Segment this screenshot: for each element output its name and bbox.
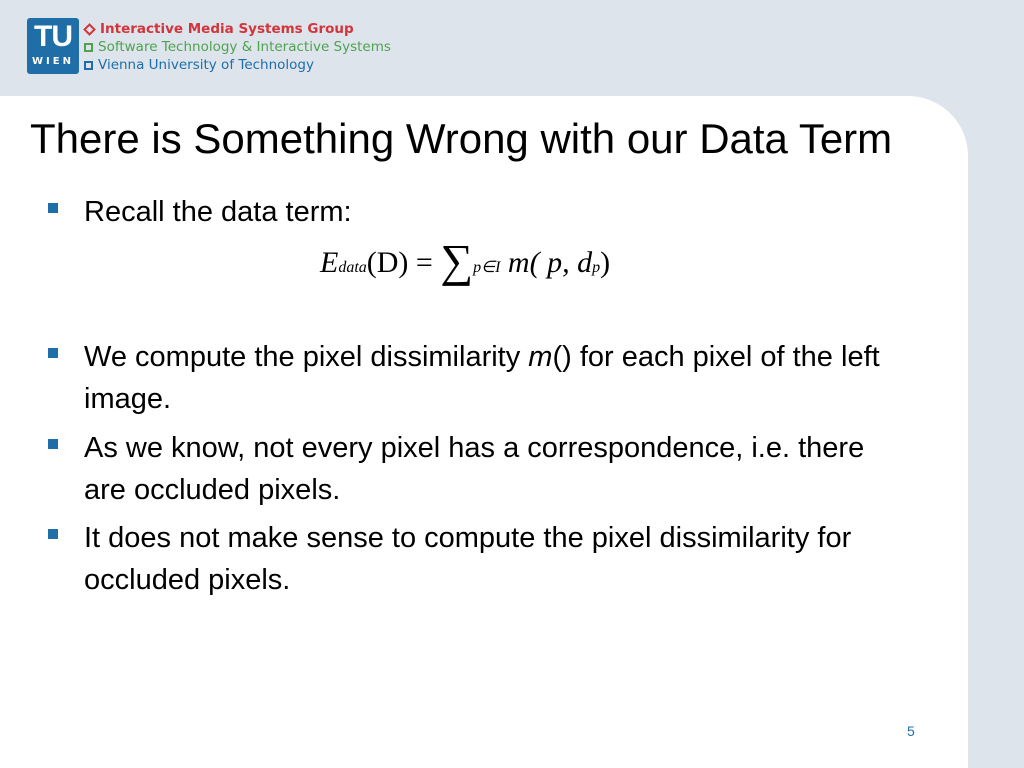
data-term-formula: [320, 235, 611, 286]
bullet-text-start: We compute the pixel dissimilarity: [84, 341, 529, 373]
formula-m: m( p, d: [500, 246, 593, 279]
square-icon: [84, 61, 93, 70]
group-lines: [84, 20, 391, 74]
page-number: 5: [907, 723, 915, 739]
bullet-text: [84, 336, 888, 420]
slide-title: There is Something Wrong with our Data Term: [30, 115, 893, 162]
formula-e: E: [320, 246, 339, 279]
slide-content: [0, 96, 968, 768]
bullet-item: [48, 336, 888, 420]
bullet-square-icon: [48, 203, 58, 213]
logo-wien-text: WIEN: [32, 56, 74, 67]
bullet-item: [48, 427, 888, 511]
sum-symbol: ∑: [440, 235, 474, 286]
group-line-ims-label: Interactive Media Systems Group: [100, 21, 354, 37]
diamond-icon: [83, 23, 96, 36]
header: [0, 0, 1024, 96]
group-line-ims: [84, 20, 391, 38]
bullet-text-end: () for each pixel of the left image.: [84, 341, 880, 415]
bullet-text: It does not make sense to compute the pixel dissimilarity for occluded pixels.: [84, 522, 852, 596]
bullet-text: As we know, not every pixel has a correspondence, i.e. there are occluded pixels.: [84, 432, 865, 506]
bullet-text-italic: m: [528, 341, 553, 373]
formula-argument: (D) =: [366, 246, 441, 279]
bullet-square-icon: [48, 529, 58, 539]
formula-close: ): [600, 246, 611, 279]
formula-sum-subscript: p∈I: [473, 259, 501, 276]
square-icon: [84, 43, 93, 52]
group-line-stis: [84, 38, 391, 56]
formula-d-subscript: p: [592, 259, 601, 276]
bullet-square-icon: [48, 439, 58, 449]
bullet-square-icon: [48, 348, 58, 358]
bullet-text: Recall the data term:: [84, 196, 352, 228]
bullet-item: [48, 191, 888, 233]
logo-tu-text: TU: [34, 20, 72, 53]
group-line-tuwien: [84, 56, 391, 74]
group-line-stis-label: Software Technology & Interactive Systems: [98, 39, 391, 55]
bullet-item: [48, 517, 888, 601]
formula-e-subscript: data: [338, 259, 367, 276]
tu-wien-logo: [27, 18, 79, 74]
group-line-tuwien-label: Vienna University of Technology: [98, 57, 314, 73]
